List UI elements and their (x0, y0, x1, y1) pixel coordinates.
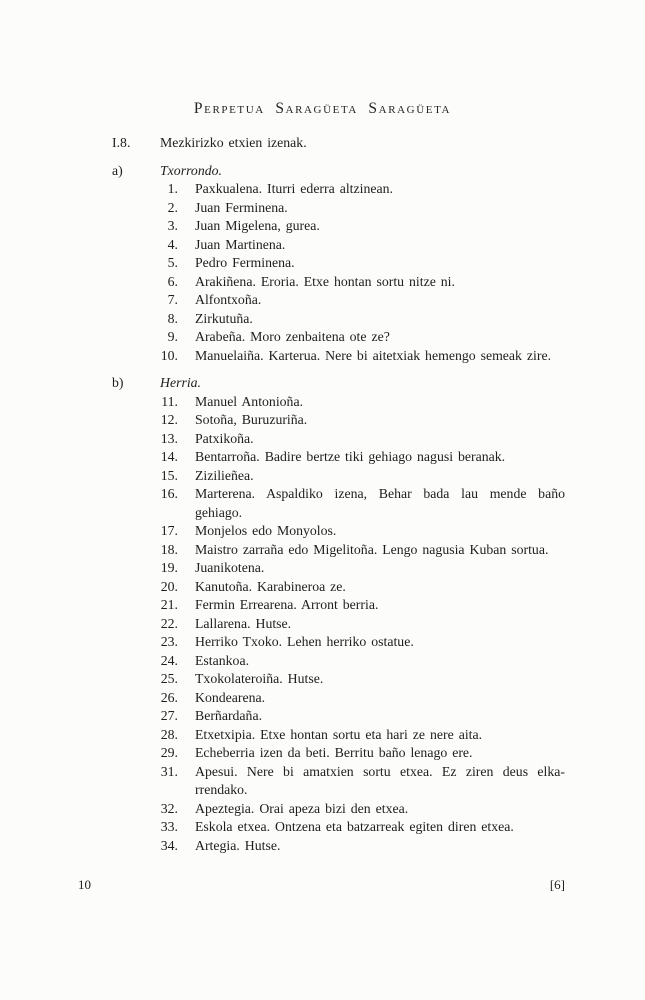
item-number: 22. (160, 615, 178, 631)
list-item (112, 217, 565, 236)
item-text-line: Manuelaiña. Karterua. Nere bi aitetxiak hemengo semeak zire. (195, 347, 552, 363)
item-number: 28. (160, 726, 178, 742)
item-text (195, 615, 565, 634)
item-number: 8. (167, 310, 178, 326)
item-number: 18. (160, 541, 178, 557)
item-text-line: Arabeña. Moro zenbaitena ote ze? (195, 329, 390, 344)
item-text (195, 522, 565, 541)
subsections (112, 162, 565, 856)
item-text (195, 347, 565, 366)
page-content (112, 134, 565, 855)
list-item (112, 578, 565, 597)
item-text-line: Echeberria izen da beti. Berritu baño lenago ere. (195, 745, 473, 760)
item-text-line: Estankoa. (195, 652, 250, 668)
item-number: 7. (167, 292, 178, 307)
item-text (195, 763, 565, 800)
item-text (195, 217, 565, 236)
list-item (112, 485, 565, 522)
item-number: 26. (160, 689, 178, 705)
list-item (112, 411, 565, 430)
list-item (112, 310, 565, 329)
item-text-line: Juanikotena. (195, 560, 265, 575)
item-text-line: Arakiñena. Eroria. Etxe hontan sortu nitze ni. (195, 273, 455, 289)
item-number: 9. (167, 329, 178, 344)
item-number: 20. (160, 578, 178, 594)
item-text (195, 837, 565, 856)
item-text-line: Sotoña, Buruzuriña. (195, 412, 308, 427)
item-text-line: Manuel Antonioña. (195, 393, 304, 409)
list-item (112, 726, 565, 745)
item-text (195, 485, 565, 522)
item-text-line: Zizilieñea. (195, 467, 254, 483)
item-number: 1. (167, 181, 178, 196)
subsection-title: Herria. (160, 375, 202, 390)
list-item (112, 448, 565, 467)
item-text-line: Txokolateroiña. Hutse. (195, 671, 324, 686)
item-number: 17. (160, 523, 178, 538)
item-text-line: Kanutoña. Karabineroa ze. (195, 578, 346, 594)
item-text (195, 652, 565, 671)
item-text (195, 291, 565, 310)
item-number: 14. (160, 449, 178, 464)
subsection-heading (112, 162, 565, 181)
item-number: 3. (167, 218, 178, 233)
item-text (195, 596, 565, 615)
item-text-line: Monjelos edo Monyolos. (195, 523, 337, 538)
item-text (195, 689, 565, 708)
item-text (195, 430, 565, 449)
item-number: 24. (160, 652, 178, 668)
item-number: 31. (160, 763, 178, 779)
item-text (195, 726, 565, 745)
item-number: 25. (160, 671, 178, 686)
list-item (112, 818, 565, 837)
item-text (195, 541, 565, 560)
item-text-line: Apesui. Nere bi amatxien sortu etxea. Ez ziren deus elka- (195, 763, 565, 779)
item-number: 34. (160, 837, 178, 853)
list-item (112, 763, 565, 800)
section-heading (112, 134, 565, 153)
subsection-label: a) (112, 162, 123, 178)
item-text-line: rrendako. (195, 782, 248, 797)
item-text-line: Etxetxipia. Etxe hontan sortu eta hari ze nere aita. (195, 726, 483, 742)
section-number: I.8. (112, 135, 131, 150)
item-text-line: Patxikoña. (195, 430, 254, 446)
item-text-line: Paxkualena. Iturri ederra altzinean. (195, 181, 393, 196)
item-text (195, 467, 565, 486)
item-number: 19. (160, 560, 178, 575)
subsection-heading (112, 374, 565, 393)
item-text-line: Pedro Ferminena. (195, 255, 295, 270)
item-text (195, 199, 565, 218)
list-item (112, 707, 565, 726)
item-text (195, 744, 565, 763)
list-item (112, 180, 565, 199)
item-text-line: Zirkutuña. (195, 310, 253, 326)
running-header: Perpetua Saragüeta Saragüeta (193, 100, 452, 117)
item-number: 6. (167, 273, 178, 289)
item-number: 12. (160, 412, 178, 427)
item-number: 11. (161, 393, 178, 409)
item-number: 23. (160, 634, 178, 649)
item-text (195, 707, 565, 726)
item-text-line: gehiago. (195, 504, 243, 520)
item-text (195, 578, 565, 597)
page-number: 10 (78, 877, 91, 892)
item-number: 33. (160, 819, 178, 834)
item-number: 5. (167, 255, 178, 270)
item-text-line: Kondearena. (195, 689, 266, 705)
item-text (195, 818, 565, 837)
item-text (195, 559, 565, 578)
item-text (195, 448, 565, 467)
list-item (112, 596, 565, 615)
list-item (112, 615, 565, 634)
item-text-line: Berñardaña. (195, 708, 263, 723)
list-item (112, 744, 565, 763)
list-item (112, 273, 565, 292)
list-item (112, 633, 565, 652)
item-number: 16. (160, 486, 178, 501)
item-text-line: Juan Ferminena. (195, 199, 288, 215)
subsection-label: b) (112, 375, 124, 390)
section-title: Mezkirizko etxien izenak. (160, 135, 307, 150)
list-item (112, 393, 565, 412)
list-item (112, 689, 565, 708)
item-text (195, 254, 565, 273)
item-number: 13. (160, 430, 178, 446)
list-item (112, 522, 565, 541)
item-text (195, 633, 565, 652)
item-number: 2. (167, 199, 178, 215)
item-text-line: Juan Migelena, gurea. (195, 218, 320, 233)
subsection-title: Txorrondo. (160, 162, 222, 178)
item-text (195, 273, 565, 292)
list-item (112, 328, 565, 347)
list-item (112, 467, 565, 486)
item-text-line: Bentarroña. Badire bertze tiki gehiago nagusi beranak. (195, 449, 506, 464)
list-item (112, 430, 565, 449)
list-item (112, 670, 565, 689)
item-text-line: Herriko Txoko. Lehen herriko ostatue. (195, 634, 414, 649)
item-text (195, 310, 565, 329)
item-text-line: Artegia. Hutse. (195, 837, 281, 853)
item-text (195, 800, 565, 819)
list-item (112, 291, 565, 310)
item-number: 15. (160, 467, 178, 483)
item-text (195, 670, 565, 689)
item-text (195, 411, 565, 430)
item-text-line: Apeztegia. Orai apeza bizi den etxea. (195, 800, 409, 816)
item-text (195, 328, 565, 347)
item-text-line: Juan Martinena. (195, 236, 286, 252)
list-item (112, 347, 565, 366)
item-text-line: Maistro zarraña edo Migelitoña. Lengo nagusia Kuban sortua. (195, 541, 549, 557)
item-text-line: Alfontxoña. (195, 292, 262, 307)
item-number: 21. (160, 597, 178, 612)
item-text-line: Marterena. Aspaldiko izena, Behar bada lau mende baño (195, 486, 565, 501)
item-number: 4. (167, 236, 178, 252)
item-text (195, 180, 565, 199)
item-number: 27. (160, 708, 178, 723)
item-text (195, 393, 565, 412)
list-item (112, 652, 565, 671)
list-item (112, 837, 565, 856)
list-item (112, 800, 565, 819)
item-text (195, 236, 565, 255)
list-item (112, 236, 565, 255)
list-item (112, 254, 565, 273)
list-item (112, 199, 565, 218)
list-item (112, 541, 565, 560)
item-text-line: Lallarena. Hutse. (195, 615, 292, 631)
list-item (112, 559, 565, 578)
bracket-page-number: [6] (549, 877, 565, 892)
item-number: 10. (160, 347, 178, 363)
item-number: 32. (160, 800, 178, 816)
item-text-line: Eskola etxea. Ontzena eta batzarreak egiten diren etxea. (195, 819, 514, 834)
item-text-line: Fermin Errearena. Arront berria. (195, 597, 379, 612)
item-number: 29. (160, 745, 178, 760)
